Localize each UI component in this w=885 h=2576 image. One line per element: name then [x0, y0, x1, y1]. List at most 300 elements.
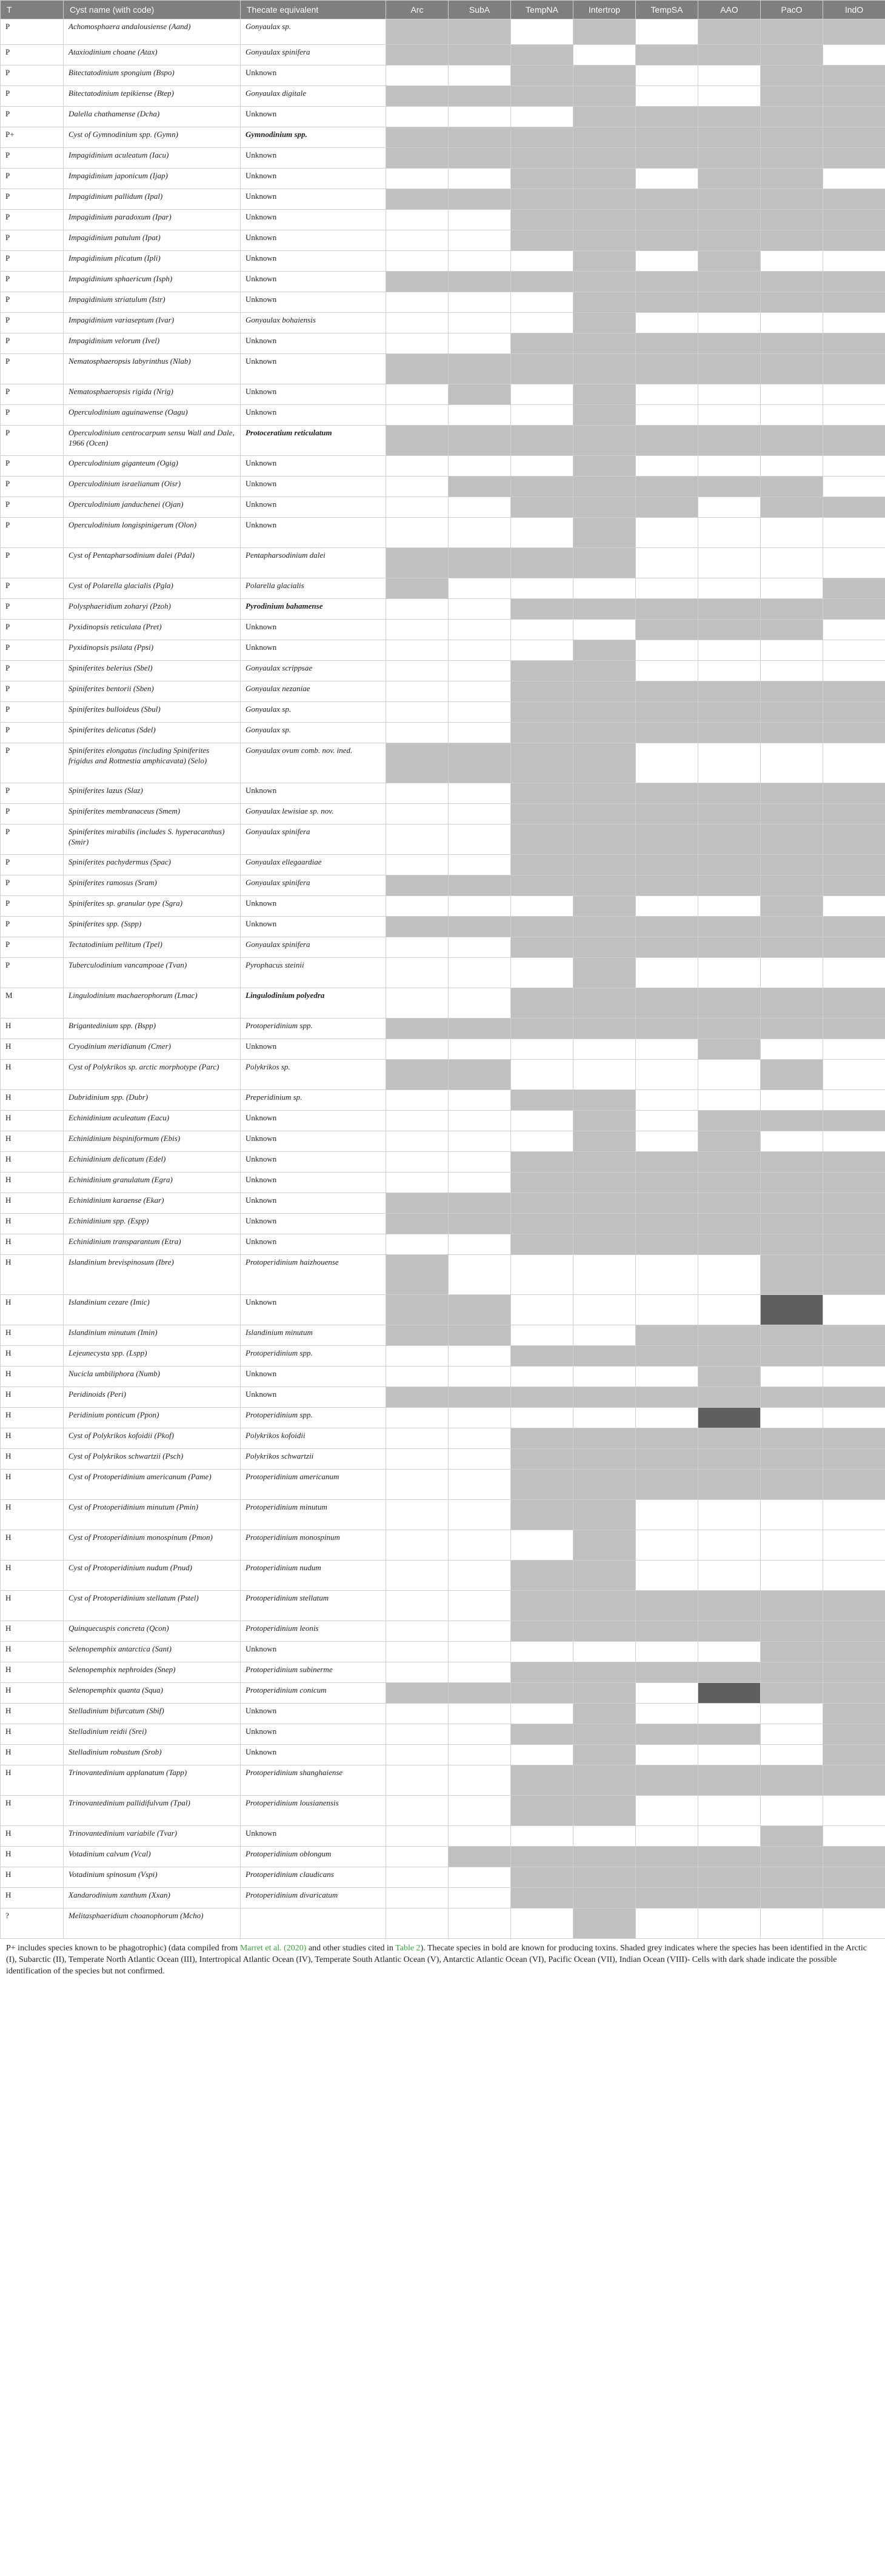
region-cell-tempsa	[636, 1500, 698, 1530]
thecate-cell: Unknown	[241, 354, 386, 384]
region-cell-aao	[698, 313, 761, 333]
region-cell-indo	[823, 1867, 885, 1888]
cyst-name-cell: Peridinoids (Peri)	[64, 1387, 241, 1408]
thecate-cell: Polykrikos schwartzii	[241, 1449, 386, 1470]
cyst-name-cell: Nucicla umbiliphora (Numb)	[64, 1367, 241, 1387]
region-cell-tempna	[511, 1111, 573, 1131]
region-cell-aao	[698, 292, 761, 313]
table-row	[1, 127, 885, 148]
region-cell-intertrop	[573, 354, 636, 384]
cyst-name-cell: Selenopemphix antarctica (Sant)	[64, 1642, 241, 1662]
type-cell: H	[1, 1367, 64, 1387]
region-cell-tempna	[511, 1325, 573, 1346]
cyst-name-cell: Xandarodinium xanthum (Xxan)	[64, 1888, 241, 1909]
region-cell-indo	[823, 1408, 885, 1428]
type-cell: P	[1, 210, 64, 230]
region-cell-paco	[761, 1847, 823, 1867]
region-cell-suba	[449, 804, 511, 825]
table-row	[1, 86, 885, 107]
region-cell-intertrop	[573, 1765, 636, 1796]
region-cell-suba	[449, 1449, 511, 1470]
region-cell-intertrop	[573, 825, 636, 855]
cyst-name-cell: Peridinium ponticum (Ppon)	[64, 1408, 241, 1428]
region-cell-arc	[386, 702, 449, 723]
region-cell-paco	[761, 1346, 823, 1367]
region-cell-tempna	[511, 875, 573, 896]
region-cell-intertrop	[573, 1642, 636, 1662]
region-cell-tempna	[511, 65, 573, 86]
region-cell-aao	[698, 477, 761, 497]
region-cell-indo	[823, 148, 885, 169]
thecate-cell: Unknown	[241, 1234, 386, 1255]
region-cell-arc	[386, 1765, 449, 1796]
region-cell-tempsa	[636, 804, 698, 825]
table-row	[1, 1387, 885, 1408]
table-row	[1, 1367, 885, 1387]
type-cell: H	[1, 1745, 64, 1765]
region-cell-aao	[698, 937, 761, 958]
table-row	[1, 1621, 885, 1642]
region-cell-tempna	[511, 1621, 573, 1642]
footnote-link-marret[interactable]: Marret et al. (2020)	[239, 1944, 307, 1953]
region-cell-aao	[698, 1060, 761, 1090]
table-row	[1, 1724, 885, 1745]
region-cell-paco	[761, 1530, 823, 1561]
region-cell-indo	[823, 313, 885, 333]
region-cell-intertrop	[573, 1561, 636, 1591]
region-cell-arc	[386, 1561, 449, 1591]
region-cell-intertrop	[573, 127, 636, 148]
cyst-name-cell: Cyst of Pentapharsodinium dalei (Pdal)	[64, 548, 241, 578]
region-cell-tempna	[511, 456, 573, 477]
region-cell-tempsa	[636, 313, 698, 333]
region-cell-tempsa	[636, 1131, 698, 1152]
region-cell-arc	[386, 1193, 449, 1214]
region-cell-tempna	[511, 1662, 573, 1683]
type-cell: P	[1, 855, 64, 875]
table-row	[1, 1173, 885, 1193]
region-cell-paco	[761, 917, 823, 937]
region-cell-indo	[823, 1214, 885, 1234]
thecate-cell: Protoperidinium monospinum	[241, 1530, 386, 1561]
region-cell-aao	[698, 1039, 761, 1060]
region-cell-suba	[449, 640, 511, 661]
region-cell-intertrop	[573, 1704, 636, 1724]
region-cell-aao	[698, 1131, 761, 1152]
table-row	[1, 937, 885, 958]
region-cell-indo	[823, 1131, 885, 1152]
region-cell-tempna	[511, 1909, 573, 1939]
region-cell-suba	[449, 1591, 511, 1621]
region-cell-paco	[761, 1193, 823, 1214]
region-cell-aao	[698, 1683, 761, 1704]
region-cell-arc	[386, 825, 449, 855]
region-cell-aao	[698, 723, 761, 743]
region-cell-tempsa	[636, 681, 698, 702]
cyst-name-cell: Nematosphaeropsis rigida (Nrig)	[64, 384, 241, 405]
cyst-name-cell: Stelladinium bifurcatum (Sbif)	[64, 1704, 241, 1724]
region-cell-tempna	[511, 1888, 573, 1909]
region-cell-indo	[823, 1745, 885, 1765]
region-cell-aao	[698, 1090, 761, 1111]
cyst-name-cell: Stelladinium robustum (Srob)	[64, 1745, 241, 1765]
region-cell-intertrop	[573, 169, 636, 189]
region-cell-tempsa	[636, 1111, 698, 1131]
region-cell-intertrop	[573, 640, 636, 661]
region-cell-paco	[761, 1683, 823, 1704]
table-row	[1, 1765, 885, 1796]
type-cell: P	[1, 333, 64, 354]
region-cell-indo	[823, 1642, 885, 1662]
thecate-cell: Gonyaulax digitale	[241, 86, 386, 107]
region-cell-arc	[386, 189, 449, 210]
region-cell-indo	[823, 1255, 885, 1295]
type-cell: P	[1, 661, 64, 681]
thecate-cell: Gonyaulax lewisiae sp. nov.	[241, 804, 386, 825]
region-cell-aao	[698, 333, 761, 354]
thecate-cell	[241, 1909, 386, 1939]
region-cell-paco	[761, 333, 823, 354]
region-cell-intertrop	[573, 578, 636, 599]
region-cell-intertrop	[573, 1173, 636, 1193]
type-cell: P	[1, 620, 64, 640]
thecate-cell: Protoperidinium subinerme	[241, 1662, 386, 1683]
region-cell-tempna	[511, 1019, 573, 1039]
region-cell-arc	[386, 1152, 449, 1173]
region-cell-tempsa	[636, 1745, 698, 1765]
region-cell-aao	[698, 1561, 761, 1591]
cyst-name-cell: Trinovantedinium variabile (Tvar)	[64, 1826, 241, 1847]
region-cell-aao	[698, 189, 761, 210]
region-cell-intertrop	[573, 1449, 636, 1470]
region-cell-arc	[386, 958, 449, 988]
region-cell-tempsa	[636, 1387, 698, 1408]
thecate-cell: Unknown	[241, 1111, 386, 1131]
thecate-cell: Unknown	[241, 251, 386, 272]
region-cell-intertrop	[573, 917, 636, 937]
thecate-cell: Protoperidinium shanghaiense	[241, 1765, 386, 1796]
col-header-type: T	[1, 1, 64, 19]
region-cell-paco	[761, 1909, 823, 1939]
region-cell-tempsa	[636, 743, 698, 783]
region-cell-suba	[449, 477, 511, 497]
region-cell-suba	[449, 875, 511, 896]
region-cell-paco	[761, 1255, 823, 1295]
table-row	[1, 1090, 885, 1111]
region-cell-intertrop	[573, 804, 636, 825]
thecate-cell: Unknown	[241, 1642, 386, 1662]
region-cell-paco	[761, 1295, 823, 1325]
cyst-name-cell: Stelladinium reidii (Srei)	[64, 1724, 241, 1745]
region-cell-indo	[823, 1826, 885, 1847]
region-cell-paco	[761, 148, 823, 169]
region-cell-tempsa	[636, 1173, 698, 1193]
region-cell-tempna	[511, 1704, 573, 1724]
footnote-link-table2[interactable]: Table 2	[395, 1944, 421, 1953]
cyst-name-cell: Spiniferites membranaceus (Smem)	[64, 804, 241, 825]
region-cell-suba	[449, 661, 511, 681]
region-cell-indo	[823, 804, 885, 825]
table-row	[1, 251, 885, 272]
region-cell-suba	[449, 456, 511, 477]
type-cell: H	[1, 1888, 64, 1909]
region-cell-paco	[761, 681, 823, 702]
region-cell-tempna	[511, 1234, 573, 1255]
region-cell-tempna	[511, 937, 573, 958]
region-cell-paco	[761, 210, 823, 230]
region-cell-paco	[761, 1765, 823, 1796]
region-cell-suba	[449, 1090, 511, 1111]
table-row	[1, 804, 885, 825]
region-cell-paco	[761, 1152, 823, 1173]
region-cell-aao	[698, 1888, 761, 1909]
type-cell: H	[1, 1428, 64, 1449]
region-cell-suba	[449, 1234, 511, 1255]
region-cell-tempsa	[636, 917, 698, 937]
thecate-cell: Pentapharsodinium dalei	[241, 548, 386, 578]
region-cell-tempsa	[636, 1621, 698, 1642]
region-cell-arc	[386, 1704, 449, 1724]
table-row	[1, 1888, 885, 1909]
table-row	[1, 1039, 885, 1060]
region-cell-tempsa	[636, 988, 698, 1019]
region-cell-aao	[698, 384, 761, 405]
region-cell-suba	[449, 1428, 511, 1449]
region-cell-paco	[761, 1561, 823, 1591]
region-cell-aao	[698, 1500, 761, 1530]
region-cell-tempna	[511, 640, 573, 661]
region-cell-tempsa	[636, 937, 698, 958]
region-cell-intertrop	[573, 681, 636, 702]
region-cell-indo	[823, 230, 885, 251]
region-cell-arc	[386, 1591, 449, 1621]
type-cell: H	[1, 1847, 64, 1867]
region-cell-aao	[698, 1724, 761, 1745]
region-cell-intertrop	[573, 1214, 636, 1234]
region-cell-aao	[698, 578, 761, 599]
table-row	[1, 1867, 885, 1888]
table-row	[1, 1683, 885, 1704]
region-cell-indo	[823, 1796, 885, 1826]
cyst-name-cell: Bitectatodinium spongium (Bspo)	[64, 65, 241, 86]
region-cell-indo	[823, 107, 885, 127]
cyst-name-cell: Spiniferites ramosus (Sram)	[64, 875, 241, 896]
region-cell-aao	[698, 1591, 761, 1621]
region-cell-tempna	[511, 1152, 573, 1173]
table-row	[1, 1111, 885, 1131]
type-cell: P	[1, 148, 64, 169]
table-row	[1, 313, 885, 333]
thecate-cell: Unknown	[241, 148, 386, 169]
region-cell-paco	[761, 875, 823, 896]
thecate-cell: Protoperidinium spp.	[241, 1346, 386, 1367]
region-cell-suba	[449, 743, 511, 783]
region-cell-tempna	[511, 1765, 573, 1796]
cyst-name-cell: Spiniferites bentorii (Sben)	[64, 681, 241, 702]
region-cell-tempna	[511, 1367, 573, 1387]
type-cell: P	[1, 19, 64, 45]
region-cell-tempsa	[636, 1255, 698, 1295]
region-cell-tempsa	[636, 456, 698, 477]
region-cell-indo	[823, 640, 885, 661]
type-cell: H	[1, 1591, 64, 1621]
region-cell-indo	[823, 272, 885, 292]
region-cell-indo	[823, 1090, 885, 1111]
region-cell-intertrop	[573, 148, 636, 169]
region-cell-aao	[698, 958, 761, 988]
type-cell: P	[1, 896, 64, 917]
table-row	[1, 1909, 885, 1939]
region-cell-aao	[698, 65, 761, 86]
region-cell-intertrop	[573, 1090, 636, 1111]
region-cell-aao	[698, 1173, 761, 1193]
region-cell-tempna	[511, 1173, 573, 1193]
region-cell-indo	[823, 127, 885, 148]
thecate-cell: Unknown	[241, 917, 386, 937]
region-cell-paco	[761, 1796, 823, 1826]
region-cell-suba	[449, 723, 511, 743]
type-cell: H	[1, 1530, 64, 1561]
region-cell-paco	[761, 1173, 823, 1193]
region-cell-tempsa	[636, 1428, 698, 1449]
type-cell: H	[1, 1173, 64, 1193]
region-cell-indo	[823, 1888, 885, 1909]
region-cell-arc	[386, 292, 449, 313]
region-cell-aao	[698, 1428, 761, 1449]
region-cell-arc	[386, 456, 449, 477]
region-cell-paco	[761, 783, 823, 804]
region-cell-intertrop	[573, 855, 636, 875]
region-cell-arc	[386, 1060, 449, 1090]
region-cell-arc	[386, 1909, 449, 1939]
region-cell-indo	[823, 210, 885, 230]
region-cell-tempna	[511, 1796, 573, 1826]
type-cell: P+	[1, 127, 64, 148]
table-footnote	[0, 1939, 885, 1977]
region-cell-tempsa	[636, 661, 698, 681]
region-cell-suba	[449, 1152, 511, 1173]
region-cell-arc	[386, 354, 449, 384]
region-cell-tempna	[511, 825, 573, 855]
region-cell-suba	[449, 1826, 511, 1847]
region-cell-arc	[386, 1724, 449, 1745]
region-cell-intertrop	[573, 1193, 636, 1214]
region-cell-suba	[449, 251, 511, 272]
region-cell-intertrop	[573, 107, 636, 127]
table-row	[1, 1642, 885, 1662]
region-cell-intertrop	[573, 1826, 636, 1847]
table-row	[1, 292, 885, 313]
region-cell-intertrop	[573, 1621, 636, 1642]
region-cell-arc	[386, 148, 449, 169]
region-cell-aao	[698, 1796, 761, 1826]
type-cell: H	[1, 1765, 64, 1796]
region-cell-indo	[823, 497, 885, 518]
region-cell-aao	[698, 1111, 761, 1131]
thecate-cell: Gonyaulax spinifera	[241, 875, 386, 896]
type-cell: P	[1, 640, 64, 661]
thecate-cell: Gymnodinium spp.	[241, 127, 386, 148]
type-cell: H	[1, 1561, 64, 1591]
region-cell-indo	[823, 937, 885, 958]
region-cell-indo	[823, 1470, 885, 1500]
table-row	[1, 45, 885, 65]
region-cell-suba	[449, 988, 511, 1019]
region-cell-arc	[386, 251, 449, 272]
region-cell-tempna	[511, 518, 573, 548]
region-cell-paco	[761, 456, 823, 477]
region-cell-aao	[698, 456, 761, 477]
region-cell-arc	[386, 477, 449, 497]
thecate-cell: Gonyaulax ellegaardiae	[241, 855, 386, 875]
cyst-name-cell: Spiniferites delicatus (Sdel)	[64, 723, 241, 743]
thecate-cell: Unknown	[241, 405, 386, 426]
region-cell-tempna	[511, 1090, 573, 1111]
region-cell-indo	[823, 1019, 885, 1039]
region-cell-arc	[386, 1408, 449, 1428]
region-cell-suba	[449, 19, 511, 45]
region-cell-suba	[449, 1387, 511, 1408]
region-cell-suba	[449, 937, 511, 958]
table-row	[1, 230, 885, 251]
region-cell-aao	[698, 107, 761, 127]
cyst-name-cell: Cyst of Protoperidinium nudum (Pnud)	[64, 1561, 241, 1591]
type-cell: H	[1, 1060, 64, 1090]
region-cell-tempsa	[636, 1039, 698, 1060]
region-cell-tempna	[511, 548, 573, 578]
region-cell-paco	[761, 1591, 823, 1621]
region-cell-intertrop	[573, 313, 636, 333]
region-cell-intertrop	[573, 518, 636, 548]
region-cell-intertrop	[573, 1796, 636, 1826]
region-cell-suba	[449, 599, 511, 620]
thecate-cell: Lingulodinium polyedra	[241, 988, 386, 1019]
region-cell-paco	[761, 578, 823, 599]
region-cell-tempna	[511, 497, 573, 518]
region-cell-paco	[761, 1428, 823, 1449]
region-cell-tempna	[511, 1255, 573, 1295]
region-cell-aao	[698, 1745, 761, 1765]
type-cell: H	[1, 1131, 64, 1152]
region-cell-paco	[761, 1090, 823, 1111]
region-cell-intertrop	[573, 743, 636, 783]
region-cell-indo	[823, 875, 885, 896]
region-cell-arc	[386, 681, 449, 702]
thecate-cell: Protoperidinium claudicans	[241, 1867, 386, 1888]
type-cell: P	[1, 477, 64, 497]
region-cell-arc	[386, 1796, 449, 1826]
col-header-arc: Arc	[386, 1, 449, 19]
region-cell-arc	[386, 855, 449, 875]
region-cell-aao	[698, 804, 761, 825]
region-cell-tempsa	[636, 783, 698, 804]
type-cell: P	[1, 497, 64, 518]
region-cell-paco	[761, 723, 823, 743]
cyst-name-cell: Impagidinium sphaericum (Isph)	[64, 272, 241, 292]
region-cell-indo	[823, 723, 885, 743]
region-cell-arc	[386, 333, 449, 354]
region-cell-arc	[386, 1090, 449, 1111]
type-cell: P	[1, 804, 64, 825]
region-cell-aao	[698, 743, 761, 783]
region-cell-indo	[823, 620, 885, 640]
region-cell-aao	[698, 210, 761, 230]
region-cell-arc	[386, 640, 449, 661]
col-header-suba: SubA	[449, 1, 511, 19]
region-cell-aao	[698, 1867, 761, 1888]
region-cell-indo	[823, 1325, 885, 1346]
thecate-cell: Gonyaulax sp.	[241, 19, 386, 45]
